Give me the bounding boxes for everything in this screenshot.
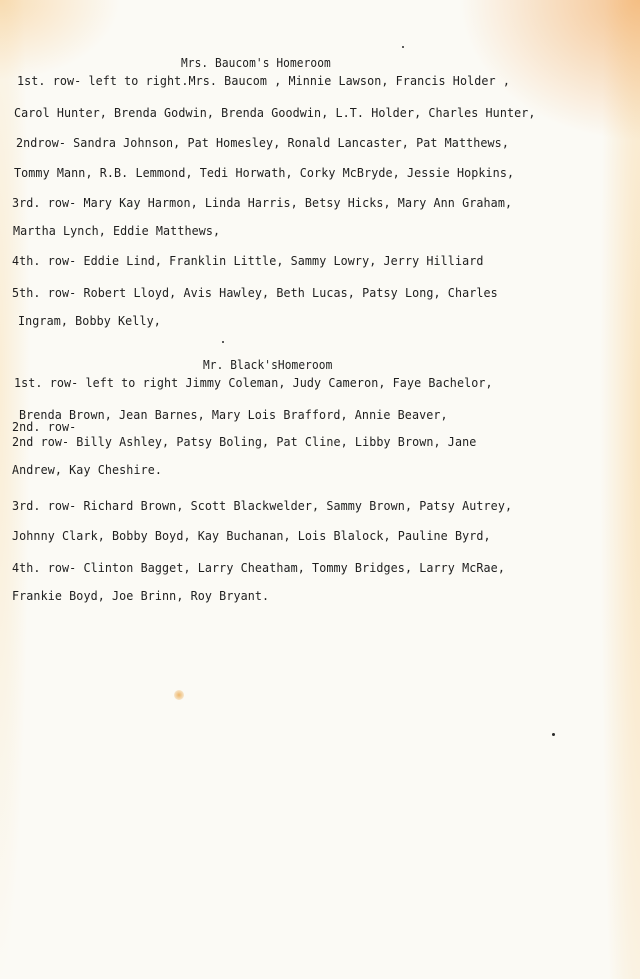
- section-heading: Mr. Black'sHomeroom: [203, 358, 333, 372]
- text-line: 4th. row- Clinton Bagget, Larry Cheatham, Tommy Bridges, Larry McRae,: [12, 560, 505, 575]
- text-line: 3rd. row- Mary Kay Harmon, Linda Harris, Betsy Hicks, Mary Ann Graham,: [12, 195, 513, 210]
- text-line: Brenda Brown, Jean Barnes, Mary Lois Brafford, Annie Beaver,: [19, 407, 448, 422]
- section-heading: Mrs. Baucom's Homeroom: [181, 56, 331, 70]
- paper-stain: [174, 690, 184, 700]
- text-line: Tommy Mann, R.B. Lemmond, Tedi Horwath, Corky McBryde, Jessie Hopkins,: [14, 165, 515, 180]
- text-line: 2ndrow- Sandra Johnson, Pat Homesley, Ronald Lancaster, Pat Matthews,: [16, 135, 509, 150]
- text-line: Carol Hunter, Brenda Godwin, Brenda Goodwin, L.T. Holder, Charles Hunter,: [14, 105, 536, 120]
- text-line: Andrew, Kay Cheshire.: [12, 462, 163, 477]
- ink-speck: [402, 46, 404, 48]
- text-line: 3rd. row- Richard Brown, Scott Blackwelder, Sammy Brown, Patsy Autrey,: [12, 498, 513, 513]
- text-line: Martha Lynch, Eddie Matthews,: [13, 223, 221, 238]
- text-line: 4th. row- Eddie Lind, Franklin Little, Sammy Lowry, Jerry Hilliard: [12, 253, 484, 268]
- text-line: 2nd row- Billy Ashley, Patsy Boling, Pat Cline, Libby Brown, Jane: [12, 434, 477, 449]
- text-line: 2nd. row-: [12, 419, 77, 434]
- text-line: Frankie Boyd, Joe Brinn, Roy Bryant.: [12, 588, 270, 603]
- text-line: Ingram, Bobby Kelly,: [18, 313, 161, 328]
- text-line: 1st. row- left to right.Mrs. Baucom , Minnie Lawson, Francis Holder ,: [17, 73, 510, 88]
- text-line: 1st. row- left to right Jimmy Coleman, Judy Cameron, Faye Bachelor,: [14, 375, 493, 390]
- ink-speck: [222, 341, 224, 343]
- ink-speck: [552, 733, 555, 736]
- text-line: 5th. row- Robert Lloyd, Avis Hawley, Beth Lucas, Patsy Long, Charles: [12, 285, 498, 300]
- text-line: Johnny Clark, Bobby Boyd, Kay Buchanan, Lois Blalock, Pauline Byrd,: [12, 528, 491, 543]
